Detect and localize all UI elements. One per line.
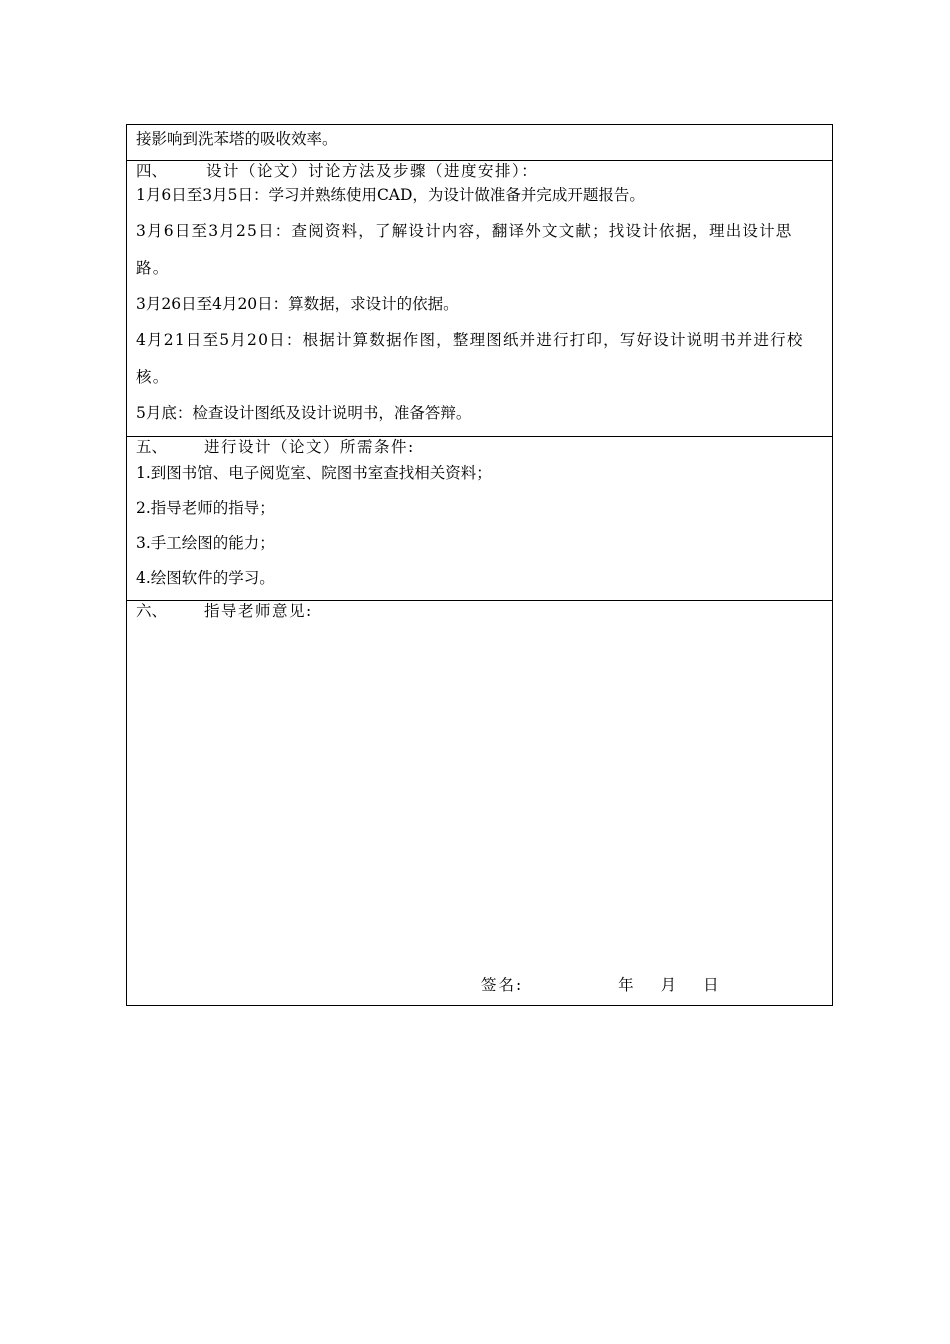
condition-item: 2.指导老师的指导； — [136, 499, 275, 517]
signature-line — [481, 973, 719, 995]
previous-section-continuation — [127, 125, 832, 161]
section-5-number: 五、 — [136, 438, 168, 456]
schedule-item: 5月底：检查设计图纸及设计说明书，准备答辩。 — [136, 404, 472, 422]
section-conditions — [127, 437, 832, 601]
section-6-title: 指导老师意见: — [204, 602, 313, 620]
year-label: 年 — [618, 976, 634, 994]
condition-item: 1.到图书馆、电子阅览室、院图书室查找相关资料； — [136, 464, 492, 482]
schedule-item: 3月6日至3月25日：查阅资料，了解设计内容，翻译外文文献；找设计依据，理出设计思路。 — [136, 222, 793, 277]
schedule-item: 4月21日至5月20日：根据计算数据作图，整理图纸并进行打印，写好设计说明书并进行校核。 — [136, 331, 804, 386]
section-5-title: 进行设计（论文）所需条件: — [204, 438, 415, 456]
schedule-list — [136, 178, 823, 431]
conditions-list — [136, 456, 823, 596]
signature-label: 签名: — [481, 976, 524, 994]
condition-item: 4.绘图软件的学习。 — [136, 569, 275, 587]
day-label: 日 — [703, 976, 719, 994]
continuation-text: 接影响到洗苯塔的吸收效率。 — [136, 130, 338, 148]
section-6-number: 六、 — [136, 602, 168, 620]
section-4-number: 四、 — [136, 162, 168, 180]
schedule-item: 3月26日至4月20日：算数据，求设计的依据。 — [136, 295, 459, 313]
section-schedule — [127, 161, 832, 437]
condition-item: 3.手工绘图的能力； — [136, 534, 275, 552]
section-5-heading — [136, 437, 823, 458]
section-4-title: 设计（论文）讨论方法及步骤（进度安排）： — [206, 162, 539, 180]
proposal-form-table — [126, 124, 833, 1006]
section-6-heading — [136, 601, 823, 622]
section-advisor-opinion — [127, 601, 832, 1005]
month-label: 月 — [660, 976, 677, 994]
schedule-item: 1月6日至3月5日：学习并熟练使用CAD，为设计做准备并完成开题报告。 — [136, 186, 645, 204]
